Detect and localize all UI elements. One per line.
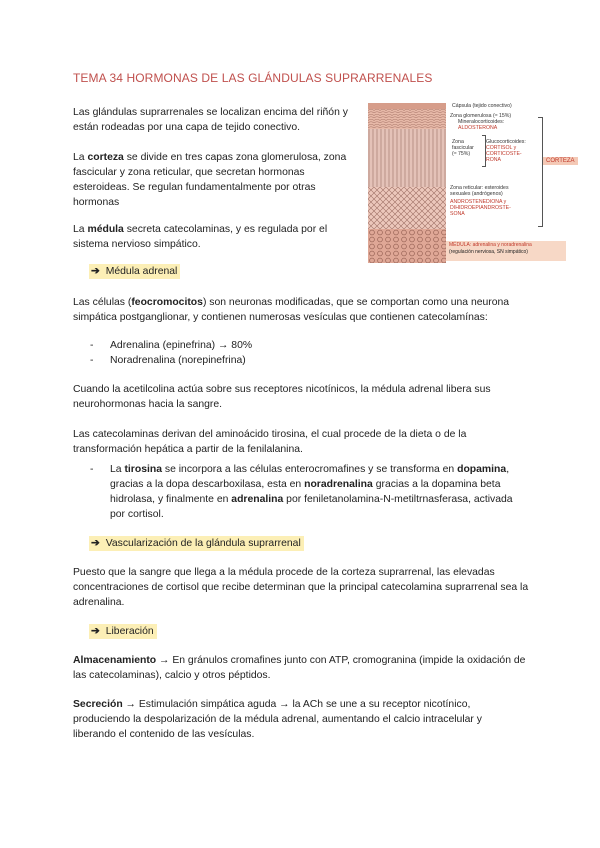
- label-dhea: DIHIDROEPIANDROSTE-: [450, 205, 511, 211]
- label-glomerulosa: Zona glomerulosa (≈ 15%): [450, 113, 512, 119]
- list-item: - Adrenalina (epinefrina) → 80%: [90, 338, 490, 353]
- arrow-icon: ➔: [91, 626, 100, 637]
- section-heading-vascularizacion: ➔ Vascularización de la glándula suprarrenal: [89, 536, 304, 551]
- label-fascicular-zona: Zona: [452, 139, 464, 145]
- label-sona: SONA: [450, 211, 465, 217]
- intro-paragraph-2: La corteza se divide en tres capas zona glomerulosa, zona fascicular y zona reticular, que secretan hormonas esteroideas. Se regulan fundamentalmente por otras hormonas: [73, 152, 347, 208]
- section2-paragraph-1: Puesto que la sangre que llega a la médula procede de la corteza suprarrenal, las elevadas concentraciones de cortisol que recibe determinan que la principal catecolamina suprarrenal sea la adrenalina.: [73, 567, 529, 608]
- page-title: TEMA 34 HORMONAS DE LAS GLÁNDULAS SUPRARRENALES: [73, 71, 433, 85]
- fascicular-bracket: [482, 135, 486, 167]
- section-heading-medula-adrenal: ➔ Médula adrenal: [89, 264, 180, 279]
- section1-paragraph-1: Las células (feocromocitos) son neuronas modificadas, que se comportan como una neurona simpática postganglionar, y contienen numerosas vesículas que contienen catecolamínas:: [73, 297, 510, 323]
- catecolaminas-list: [90, 338, 490, 368]
- corteza-label: CORTEZA: [543, 157, 578, 165]
- intro-paragraph-1: Las glándulas suprarrenales se localizan encima del riñón y están rodeadas por una capa de tejido conectivo.: [73, 107, 348, 133]
- label-cortisol: CORTISOL y: [486, 145, 517, 151]
- section1-paragraph-3: Las catecolaminas derivan del aminoácido tirosina, el cual procede de la dieta o de la transformación hepática a partir de la fenilalanina.: [73, 429, 467, 455]
- secrecion-paragraph: Secreción → Estimulación simpática aguda → la ACh se une a su receptor nicotínico, produciendo la despolarización de la médula adrenal, aumentando el calcio intracelular y liberando el contenido de las vesículas.: [73, 699, 482, 740]
- tirosina-list: [90, 462, 515, 522]
- label-fascicular: fascicular: [452, 145, 474, 151]
- intro-paragraph-3: La médula secreta catecolaminas, y es regulada por el sistema nervioso simpático.: [73, 224, 328, 250]
- figure-labels: [446, 103, 586, 263]
- section1-paragraph-2: Cuando la acetilcolina actúa sobre sus receptores nicotínicos, la médula adrenal libera sus neurohormonas hacia la sangre.: [73, 384, 491, 410]
- label-reticular: Zona reticular: esteroides: [450, 185, 509, 191]
- label-aldosterona: ALDOSTERONA: [458, 125, 498, 131]
- arrow-icon: ➔: [91, 538, 100, 549]
- label-capsula: Cápsula (tejido conectivo): [452, 103, 512, 109]
- label-sexuales: sexuales (andrógenos): [450, 191, 503, 197]
- list-item: - Noradrenalina (norepinefrina): [90, 353, 490, 368]
- arrow-icon: ➔: [91, 266, 100, 277]
- section-heading-liberacion: ➔ Liberación: [89, 624, 157, 639]
- list-item: - La tirosina se incorpora a las células enterocromafines y se transforma en dopamina, gracias a la dopa descarboxilasa, esta en noradrenalina gracias a la dopamina beta hidrolasa, y finalmente en adrenalina por feniletanolamina-N-metiltrnasferasa, activada por cortisol.: [90, 462, 515, 522]
- medula-caption: MÉDULA: adrenalina y noradrenalina (regulación nerviosa, SN simpático): [446, 241, 566, 261]
- label-rona: RONA: [486, 157, 501, 163]
- label-mineralocorticoides: Mineralocorticoides:: [458, 119, 505, 125]
- tissue-histology-image: [368, 103, 446, 263]
- adrenal-gland-figure: [368, 103, 586, 263]
- label-fascicular-pct: (≈ 75%): [452, 151, 471, 157]
- label-corticosterona: CORTICOSTE-: [486, 151, 522, 157]
- almacenamiento-paragraph: Almacenamiento → En gránulos cromafines junto con ATP, cromogranina (impide la oxidación de las catecolaminas), calcio y otros péptidos.: [73, 655, 526, 681]
- corteza-bracket: [538, 117, 543, 227]
- label-androstenediona: ANDROSTENEDIONA y: [450, 199, 507, 205]
- label-glucocorticoides: Glucocorticoides:: [486, 139, 526, 145]
